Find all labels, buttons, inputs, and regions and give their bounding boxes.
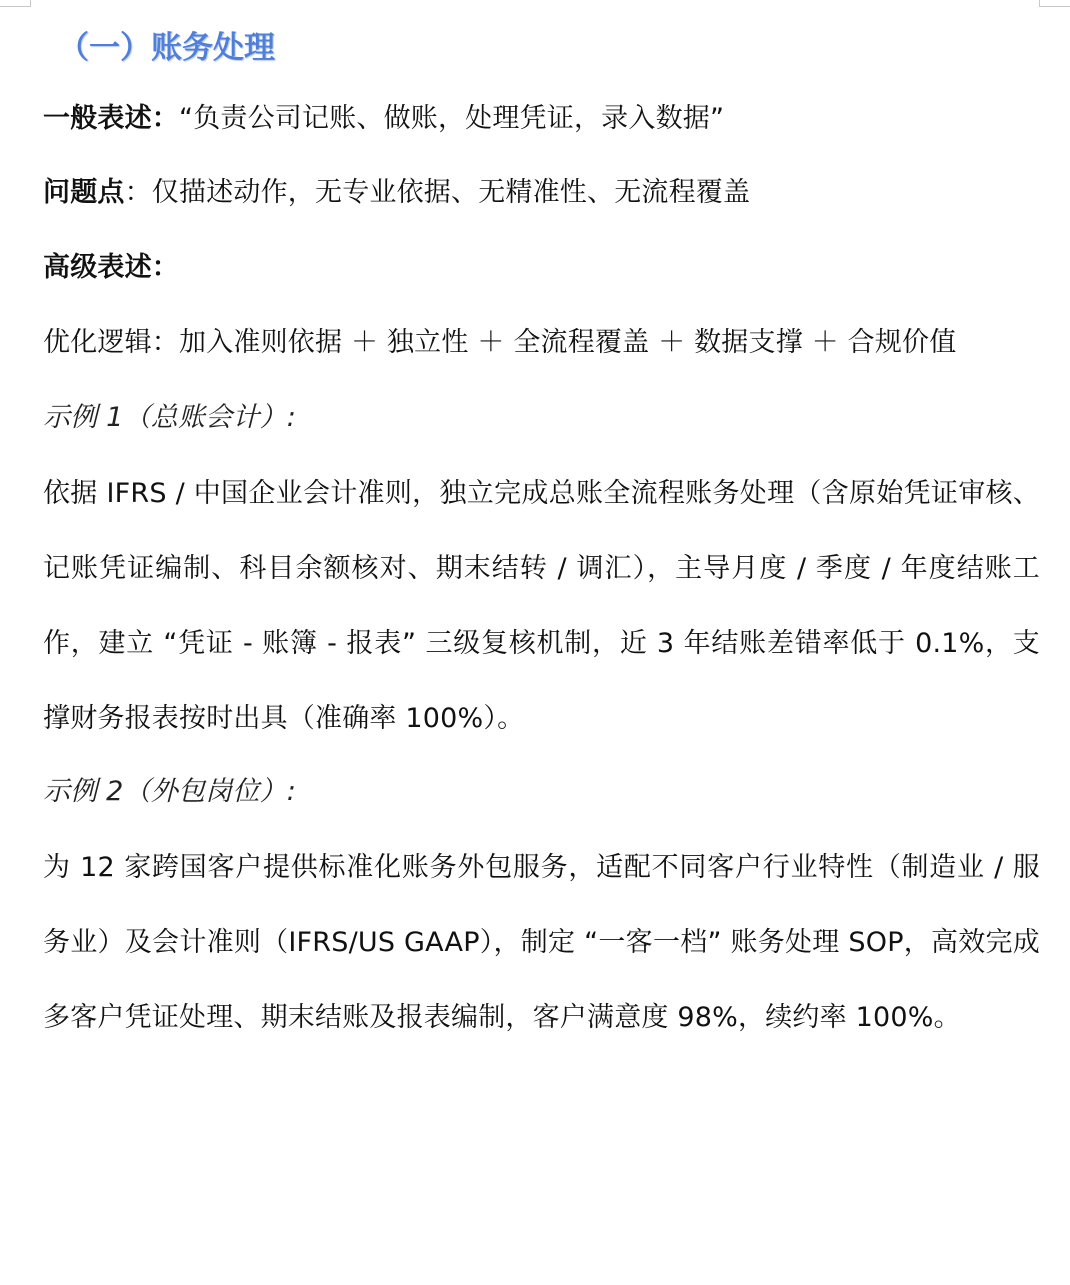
optimization-logic: 优化逻辑：加入准则依据 ＋ 独立性 ＋ 全流程覆盖 ＋ 数据支撑 ＋ 合规价值 bbox=[43, 327, 957, 358]
page-corner-mark-left bbox=[0, 0, 31, 7]
problem-statement-text: ：仅描述动作，无专业依据、无精准性、无流程覆盖 bbox=[124, 177, 751, 208]
page-corner-mark-right bbox=[1039, 0, 1070, 7]
example-2-title: 示例 2（外包岗位）: bbox=[43, 776, 297, 807]
problem-statement bbox=[43, 173, 750, 213]
example-1-title: 示例 1（总账会计）: bbox=[43, 402, 297, 433]
general-statement bbox=[43, 99, 724, 139]
section-heading: （一）账务处理 bbox=[58, 30, 275, 66]
general-statement-text: “负责公司记账、做账，处理凭证，录入数据” bbox=[179, 103, 725, 134]
general-statement-label: 一般表述： bbox=[43, 103, 179, 134]
advanced-statement-label: 高级表述： bbox=[43, 252, 179, 283]
example-1-body: 依据 IFRS / 中国企业会计准则，独立完成总账全流程账务处理（含原始凭证审核、记账凭证编制、科目余额核对、期末结转 / 调汇），主导月度 / 季度 / 年度结账工作，建立 “凭证 - 账簿 - 报表” 三级复核机制，近 3 年结账差错率低于 0.1%，支撑财务报表按时出具（准确率 100%）。 bbox=[43, 478, 1040, 734]
problem-statement-label: 问题点 bbox=[43, 177, 125, 208]
example-2-body: 为 12 家跨国客户提供标准化账务外包服务，适配不同客户行业特性（制造业 / 服务业）及会计准则（IFRS/US GAAP），制定 “一客一档” 账务处理 SOP，高效完成多客户凭证处理、期末结账及报表编制，客户满意度 98%，续约率 100%。 bbox=[43, 852, 1040, 1033]
